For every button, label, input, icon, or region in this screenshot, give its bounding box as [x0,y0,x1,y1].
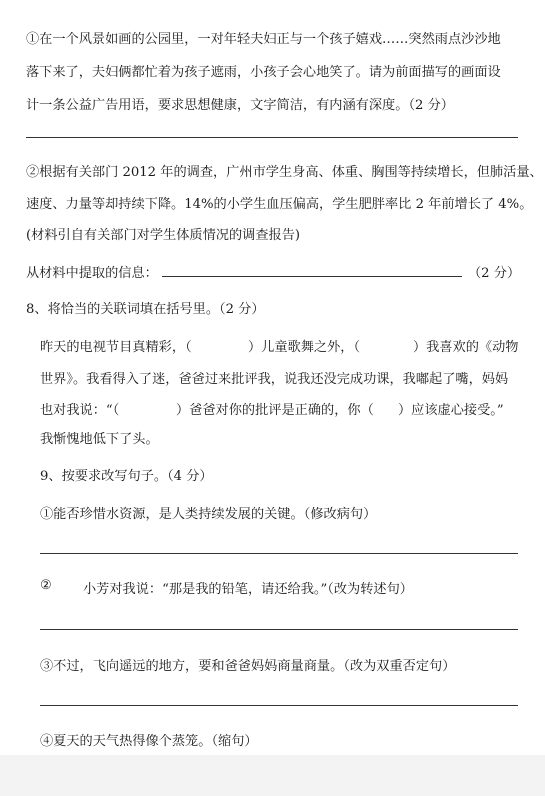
q7-item2-source-note: (材料引自有关部门对学生体质情况的调查报告) [26,228,301,243]
q8-text-line3-part3: ）应该虚心接受。” [398,403,504,418]
q7-item1-line1: ①在一个风景如画的公园里，一对年轻夫妇正与一个孩子嬉戏……突然雨点沙沙地 [26,32,501,47]
q8-text-part1: 昨天的电视节目真精彩，（ [40,340,192,355]
q9-item3-answer-line[interactable] [40,705,518,706]
q8-title: 8、将恰当的关联词填在括号里。（2 分） [26,302,265,317]
q8-text-part2: ）儿童歌舞之外，（ [248,340,361,355]
q7-item1-line3: 计一条公益广告用语，要求思想健康，文字简洁，有内涵有深度。（2 分） [26,98,454,113]
q9-item2-answer-line[interactable] [40,629,518,630]
q8-text-line4: 我惭愧地低下了头。 [40,432,159,447]
q9-item1: ①能否珍惜水资源，是人类持续发展的关键。（修改病句） [40,507,377,522]
q9-item2-number: ② [40,578,52,593]
q8-text-line3-part1: 也对我说：“（ [40,403,120,418]
q7-item2-line2: 速度、力量等却持续下降。14%的小学生血压偏高，学生肥胖率比 2 年前增长了 4%。 [26,197,533,212]
q7-extract-points: （2 分） [468,266,521,281]
q9-item2: 小芳对我说：“那是我的铅笔，请还给我。”（改为转述句） [83,582,413,597]
q8-text-part3: ）我喜欢的《动物 [413,340,519,355]
q7-extract-answer-line[interactable] [162,276,462,277]
q7-item1-answer-line[interactable] [26,137,518,138]
q9-title: 9、按要求改写句子。（4 分） [40,469,213,484]
q7-item2-line1: ②根据有关部门 2012 年的调查，广州市学生身高、体重、胸围等持续增长，但肺活量、 [26,165,543,180]
q9-item1-answer-line[interactable] [40,553,518,554]
q9-item3: ③不过，飞向遥远的地方，要和爸爸妈妈商量商量。（改为双重否定句） [40,659,456,674]
q7-item1-line2: 落下来了，夫妇俩都忙着为孩子遮雨，小孩子会心地笑了。请为前面描写的画面设 [26,65,501,80]
q8-text-line3-part2: ）爸爸对你的批评是正确的，你（ [176,403,374,418]
q9-item4: ④夏天的天气热得像个蒸笼。（缩句） [40,734,258,749]
q8-text-line2: 世界》。我看得入了迷，爸爸过来批评我，说我还没完成功课，我嘟起了嘴，妈妈 [40,372,509,387]
q7-extract-label: 从材料中提取的信息： [26,266,158,281]
page-bottom-margin [0,755,545,796]
